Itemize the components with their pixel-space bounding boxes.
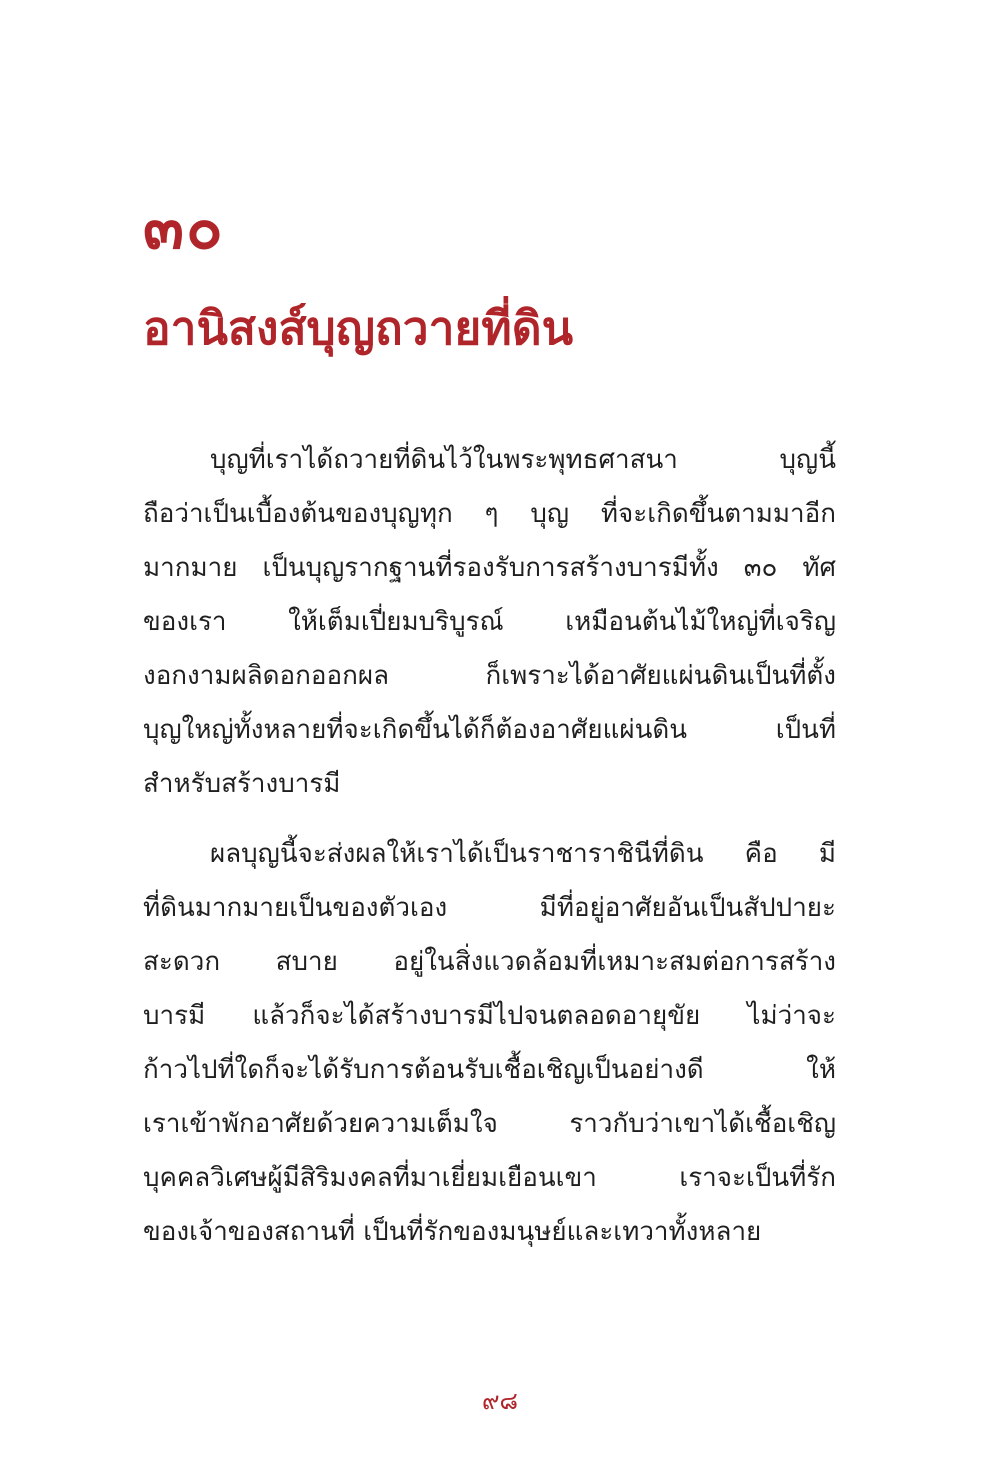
paragraph-line: ของเรา ให้เต็มเปี่ยมบริบูรณ์ เหมือนต้นไม้ใหญ่ที่เจริญ bbox=[143, 607, 836, 637]
paragraph-line: เราเข้าพักอาศัยด้วยความเต็มใจ ราวกับว่าเขาได้เชื้อเชิญ bbox=[143, 1109, 836, 1139]
paragraph-line: บุคคลวิเศษผู้มีสิริมงคลที่มาเยี่ยมเยือนเขา เราจะเป็นที่รัก bbox=[143, 1163, 836, 1193]
paragraph-line: ถือว่าเป็นเบื้องต้นของบุญทุก ๆ บุญ ที่จะเกิดขึ้นตามมาอีก bbox=[143, 499, 836, 529]
paragraph-line: มากมาย เป็นบุญรากฐานที่รองรับการสร้างบารมีทั้ง ๓๐ ทัศ bbox=[143, 553, 836, 583]
paragraph-line: ก้าวไปที่ใดก็จะได้รับการต้อนรับเชื้อเชิญเป็นอย่างดี ให้ bbox=[143, 1055, 836, 1085]
paragraph-line: ที่ดินมากมายเป็นของตัวเอง มีที่อยู่อาศัยอันเป็นสัปปายะ bbox=[143, 893, 836, 923]
paragraph-line: ของเจ้าของสถานที่ เป็นที่รักของมนุษย์และเทวาทั้งหลาย bbox=[143, 1217, 762, 1247]
paragraph-2 bbox=[143, 827, 836, 1259]
paragraph-line: สะดวก สบาย อยู่ในสิ่งแวดล้อมที่เหมาะสมต่อการสร้าง bbox=[143, 947, 836, 977]
paragraph-line: บุญที่เราได้ถวายที่ดินไว้ในพระพุทธศาสนา บุญนี้ bbox=[210, 445, 836, 475]
chapter-title: อานิสงส์บุญถวายที่ดิน bbox=[143, 301, 574, 355]
paragraph-1 bbox=[143, 433, 836, 811]
chapter-number: ๓๐ bbox=[143, 193, 225, 263]
paragraph-line: บารมี แล้วก็จะได้สร้างบารมีไปจนตลอดอายุขัย ไม่ว่าจะ bbox=[143, 1001, 836, 1031]
page-number: ๙๘ bbox=[481, 1387, 519, 1415]
paragraph-line: งอกงามผลิดอกออกผล ก็เพราะได้อาศัยแผ่นดินเป็นที่ตั้ง bbox=[143, 661, 836, 691]
paragraph-line: ผลบุญนี้จะส่งผลให้เราได้เป็นราชาราชินีที่ดิน คือ มี bbox=[210, 839, 836, 869]
paragraph-line: สำหรับสร้างบารมี bbox=[143, 769, 341, 799]
paragraph-line: บุญใหญ่ทั้งหลายที่จะเกิดขึ้นได้ก็ต้องอาศัยแผ่นดิน เป็นที่ bbox=[143, 715, 836, 745]
